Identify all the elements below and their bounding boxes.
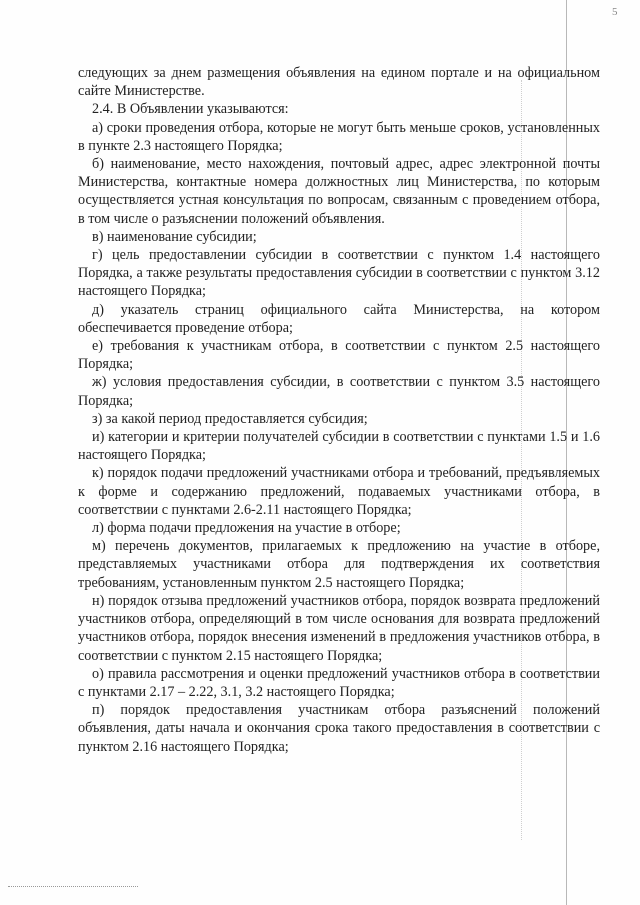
paragraph-item-m: м) перечень документов, прилагаемых к предложению на участие в отборе, представляемых участниками отбора для подтверждения их соответствия требованиям, установленным пунктом 2.5 настоящего Порядка;: [78, 538, 600, 591]
paragraph-item-zh: ж) условия предоставления субсидии, в соответствии с пунктом 3.5 настоящего Порядка;: [78, 374, 600, 409]
paragraph-item-i: и) категории и критерии получателей субсидии в соответствии с пунктами 1.5 и 1.6 настоящего Порядка;: [78, 429, 600, 464]
document-body: [78, 64, 600, 756]
paragraph-continuation: следующих за днем размещения объявления на едином портале и на официальном сайте Министерстве.: [78, 65, 600, 100]
scan-artifact-bottom-dots: [8, 886, 138, 888]
paragraph-item-l: л) форма подачи предложения на участие в отборе;: [92, 520, 401, 537]
paragraph-item-n: н) порядок отзыва предложений участников отбора, порядок возврата предложений участников отбора, определяющий в том числе основания для возврата предложений участников отбора, порядок внесения изменений в предложения участников отбора, в соответствии с пунктом 2.15 настоящего Порядка;: [78, 592, 600, 664]
paragraph-item-g: г) цель предоставлении субсидии в соответствии с пунктом 1.4 настоящего Порядка, а также результаты предоставления субсидии в соответствии с пунктом 3.12 настоящего Порядка;: [78, 247, 600, 300]
paragraph-item-p: п) порядок предоставления участникам отбора разъяснений положений объявления, даты начала и окончания срока такого предоставления в соответствии с пунктом 2.16 настоящего Порядка;: [78, 702, 600, 755]
paragraph-item-d: д) указатель страниц официального сайта Министерства, на котором обеспечивается проведение отбора;: [78, 301, 600, 336]
paragraph-item-b: б) наименование, место нахождения, почтовый адрес, адрес электронной почты Министерства, контактные номера должностных лиц Министерства, по которым осуществляется устная консультация по вопросам, связанным с проведением отбора, в том числе о разъяснении положений объявления.: [78, 156, 600, 227]
paragraph-item-z: з) за какой период предоставляется субсидия;: [92, 410, 368, 427]
paragraph-item-o: о) правила рассмотрения и оценки предложений участников отбора в соответствии с пунктами 2.17 – 2.22, 3.1, 3.2 настоящего Порядка;: [78, 665, 600, 700]
paragraph-item-v: в) наименование субсидии;: [92, 228, 257, 245]
page-number: 5: [612, 6, 618, 18]
paragraph-item-k: к) порядок подачи предложений участниками отбора и требований, предъявляемых к форме и содержанию предложений, подаваемых участниками отбора, в соответствии с пунктами 2.6-2.11 настоящего Порядка;: [78, 465, 600, 518]
paragraph-section-2-4: 2.4. В Объявлении указываются:: [92, 101, 289, 118]
paragraph-item-e: е) требования к участникам отбора, в соответствии с пунктом 2.5 настоящего Порядка;: [78, 338, 600, 373]
paragraph-item-a: а) сроки проведения отбора, которые не могут быть меньше сроков, установленных в пункте 2.3 настоящего Порядка;: [78, 119, 600, 154]
